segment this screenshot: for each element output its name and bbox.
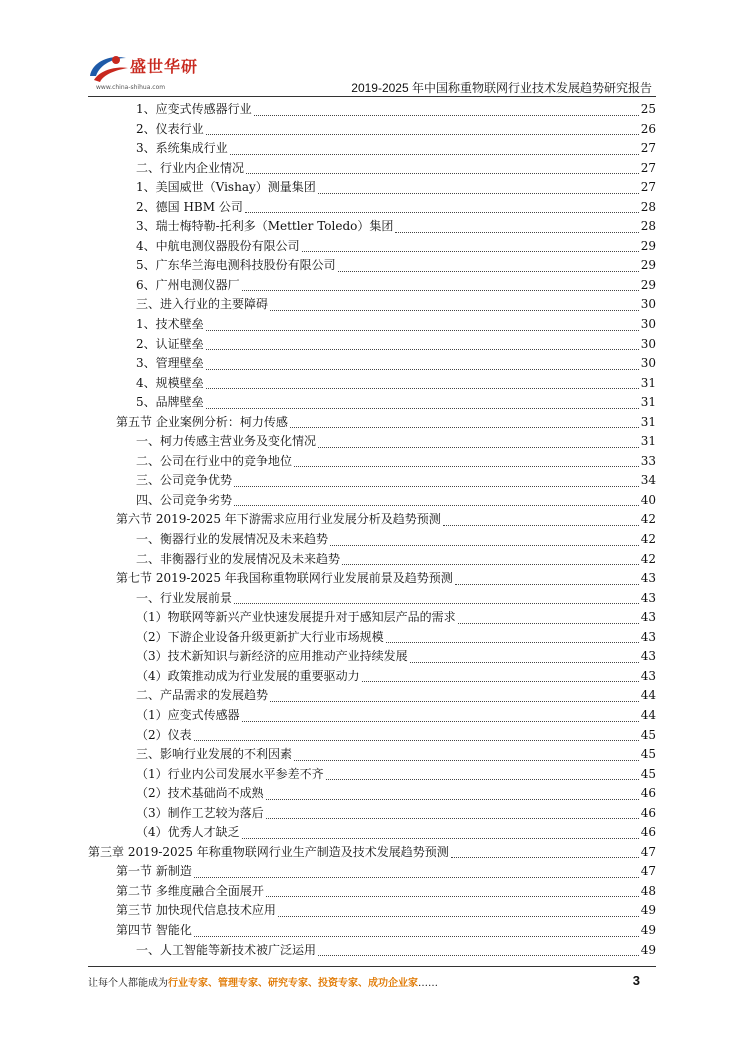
toc-entry-page: 47 — [640, 864, 656, 879]
toc-entry-label: 5、广东华兰海电测科技股份有限公司 — [136, 258, 336, 273]
logo-swoosh-icon — [86, 50, 130, 86]
toc-entry[interactable] — [88, 823, 656, 843]
toc-entry-label: 4、规模壁垒 — [136, 375, 204, 390]
toc-entry[interactable] — [88, 237, 656, 257]
toc-entry-page: 43 — [640, 649, 656, 664]
toc-entry-label: 2、德国 HBM 公司 — [136, 199, 243, 214]
toc-entry[interactable] — [88, 901, 656, 921]
toc-entry-page: 45 — [640, 766, 656, 781]
toc-entry[interactable] — [88, 217, 656, 237]
toc-entry-page: 42 — [640, 532, 656, 547]
toc-entry-page: 30 — [640, 317, 656, 332]
toc-entry-label: 2、认证壁垒 — [136, 336, 204, 351]
toc-leader-dots — [254, 115, 639, 116]
toc-entry[interactable] — [88, 608, 656, 628]
toc-entry-label: 一、人工智能等新技术被广泛运用 — [136, 942, 317, 957]
toc-entry-label: （2）下游企业设备升级更新扩大行业市场规模 — [136, 629, 384, 644]
toc-entry[interactable] — [88, 471, 656, 491]
toc-leader-dots — [318, 447, 639, 448]
toc-entry[interactable] — [88, 198, 656, 218]
toc-leader-dots — [395, 232, 638, 233]
toc-entry-page: 44 — [640, 707, 656, 722]
toc-entry-label: 6、广州电测仪器厂 — [136, 277, 240, 292]
toc-leader-dots — [362, 681, 639, 682]
footer-sep-3: 、 — [308, 978, 318, 989]
toc-entry-page: 28 — [640, 199, 656, 214]
toc-entry-page: 26 — [640, 121, 656, 136]
footer-slogan — [88, 974, 656, 989]
toc-entry[interactable] — [88, 393, 656, 413]
toc-entry-page: 46 — [640, 805, 656, 820]
toc-entry-label: 第一节 新制造 — [116, 864, 192, 879]
toc-entry-label: 第二节 多维度融合全面展开 — [116, 883, 264, 898]
toc-leader-dots — [270, 701, 639, 702]
toc-entry-page: 31 — [640, 434, 656, 449]
toc-leader-dots — [294, 466, 639, 467]
footer-sep-4: 、 — [358, 978, 368, 989]
toc-entry-label: 第七节 2019-2025 年我国称重物联网行业发展前景及趋势预测 — [116, 571, 453, 586]
toc-entry-page: 29 — [640, 277, 656, 292]
toc-entry-label: 1、美国威世（Vishay）测量集团 — [136, 180, 316, 195]
toc-leader-dots — [455, 584, 639, 585]
toc-entry-label: （3）制作工艺较为落后 — [136, 805, 264, 820]
toc-leader-dots — [206, 330, 639, 331]
toc-entry[interactable] — [88, 647, 656, 667]
toc-leader-dots — [294, 760, 639, 761]
toc-entry-page: 43 — [640, 629, 656, 644]
toc-entry-page: 27 — [640, 180, 656, 195]
toc-entry-page: 31 — [640, 395, 656, 410]
footer-suffix: …… — [418, 978, 438, 989]
toc-entry-page: 46 — [640, 825, 656, 840]
toc-entry[interactable] — [88, 335, 656, 355]
footer-role-5: 成功企业家 — [368, 978, 418, 989]
toc-entry-label: 3、瑞士梅特勒-托利多（Mettler Toledo）集团 — [136, 219, 394, 234]
toc-entry[interactable] — [88, 491, 656, 511]
toc-entry-label: 2、仪表行业 — [136, 121, 204, 136]
toc-leader-dots — [206, 349, 639, 350]
footer-role-3: 研究专家 — [268, 978, 308, 989]
toc-entry[interactable] — [88, 706, 656, 726]
toc-entry-page: 43 — [640, 668, 656, 683]
toc-leader-dots — [386, 642, 639, 643]
toc-leader-dots — [194, 740, 639, 741]
toc-entry-label: （2）技术基础尚不成熟 — [136, 786, 264, 801]
toc-entry-page: 34 — [640, 473, 656, 488]
toc-entry[interactable] — [88, 100, 656, 120]
toc-entry-page: 25 — [640, 102, 656, 116]
toc-leader-dots — [342, 564, 639, 565]
toc-entry-page: 28 — [640, 219, 656, 234]
report-title: 2019-2025 年中国称重物联网行业技术发展趋势研究报告 — [351, 81, 652, 95]
toc-entry-label: 二、非衡器行业的发展情况及未来趋势 — [136, 551, 341, 566]
toc-entry-label: （2）仪表 — [136, 727, 192, 742]
toc-entry-page: 43 — [640, 610, 656, 625]
toc-entry-label: 二、产品需求的发展趋势 — [136, 688, 269, 703]
toc-leader-dots — [206, 388, 639, 389]
toc-entry-page: 29 — [640, 258, 656, 273]
toc-leader-dots — [266, 818, 639, 819]
toc-entry-label: 二、公司在行业中的竞争地位 — [136, 453, 293, 468]
toc-entry-label: （1）行业内公司发展水平参差不齐 — [136, 766, 324, 781]
toc-entry-label: 三、公司竞争优势 — [136, 473, 233, 488]
footer-prefix: 让每个人都能成为 — [88, 978, 168, 989]
toc-entry[interactable] — [88, 374, 656, 394]
toc-entry[interactable] — [88, 804, 656, 824]
toc-leader-dots — [246, 173, 639, 174]
toc-entry[interactable] — [88, 765, 656, 785]
toc-entry[interactable] — [88, 413, 656, 433]
footer-sep-1: 、 — [208, 978, 218, 989]
toc-entry-page: 43 — [640, 571, 656, 586]
toc-leader-dots — [451, 857, 639, 858]
company-logo — [80, 46, 210, 96]
toc-entry-page: 43 — [640, 590, 656, 605]
toc-entry-label: 一、行业发展前景 — [136, 590, 233, 605]
toc-leader-dots — [194, 936, 639, 937]
footer-role-4: 投资专家 — [318, 978, 358, 989]
toc-entry-page: 42 — [640, 512, 656, 527]
toc-entry-page: 30 — [640, 297, 656, 312]
toc-entry-label: 3、管理壁垒 — [136, 356, 204, 371]
toc-leader-dots — [266, 799, 639, 800]
toc-entry[interactable] — [88, 178, 656, 198]
toc-entry-label: 4、中航电测仪器股份有限公司 — [136, 238, 300, 253]
toc-entry-label: 一、衡器行业的发展情况及未来趋势 — [136, 532, 329, 547]
logo-text: 盛世华研 — [130, 57, 199, 76]
toc-entry[interactable] — [88, 921, 656, 941]
toc-leader-dots — [302, 251, 639, 252]
toc-entry-label: 三、影响行业发展的不利因素 — [136, 747, 293, 762]
toc-entry[interactable] — [88, 667, 656, 687]
toc-entry-page: 31 — [640, 414, 656, 429]
page-header — [0, 0, 744, 100]
toc-entry-page: 49 — [640, 903, 656, 918]
toc-entry-label: 二、行业内企业情况 — [136, 160, 245, 175]
toc-entry[interactable] — [88, 432, 656, 452]
toc-leader-dots — [338, 271, 639, 272]
logo-url: www.china-shihua.com — [96, 84, 166, 91]
toc-entry-page: 46 — [640, 786, 656, 801]
toc-entry-page: 30 — [640, 356, 656, 371]
toc-entry-label: （4）政策推动成为行业发展的重要驱动力 — [136, 668, 360, 683]
toc-leader-dots — [410, 662, 639, 663]
toc-entry-label: 第三章 2019-2025 年称重物联网行业生产制造及技术发展趋势预测 — [88, 844, 449, 859]
toc-leader-dots — [330, 545, 639, 546]
toc-entry[interactable] — [88, 941, 656, 961]
toc-entry[interactable] — [88, 120, 656, 140]
toc-entry-label: （1）应变式传感器 — [136, 707, 240, 722]
toc-entry-label: 三、进入行业的主要障碍 — [136, 297, 269, 312]
toc-leader-dots — [242, 290, 639, 291]
toc-leader-dots — [270, 310, 639, 311]
toc-entry-page: 47 — [640, 844, 656, 859]
toc-entry[interactable] — [88, 784, 656, 804]
table-of-contents — [88, 100, 656, 960]
toc-entry[interactable] — [88, 276, 656, 296]
toc-entry[interactable] — [88, 510, 656, 530]
toc-leader-dots — [194, 877, 639, 878]
toc-entry[interactable] — [88, 686, 656, 706]
footer-role-2: 管理专家 — [218, 978, 258, 989]
footer-divider — [88, 966, 656, 967]
toc-leader-dots — [318, 955, 639, 956]
toc-leader-dots — [230, 154, 639, 155]
toc-entry-label: 1、技术壁垒 — [136, 317, 204, 332]
toc-leader-dots — [242, 721, 639, 722]
toc-leader-dots — [206, 134, 639, 135]
toc-entry[interactable] — [88, 550, 656, 570]
toc-entry-page: 48 — [640, 883, 656, 898]
toc-entry[interactable] — [88, 295, 656, 315]
toc-entry[interactable] — [88, 745, 656, 765]
toc-entry-label: （4）优秀人才缺乏 — [136, 825, 240, 840]
toc-leader-dots — [266, 896, 639, 897]
toc-entry-label: 1、应变式传感器行业 — [136, 102, 252, 116]
toc-entry-page: 31 — [640, 375, 656, 390]
toc-entry-page: 45 — [640, 727, 656, 742]
toc-entry[interactable] — [88, 843, 656, 863]
toc-leader-dots — [290, 427, 639, 428]
toc-entry[interactable] — [88, 256, 656, 276]
toc-entry-page: 27 — [640, 160, 656, 175]
toc-leader-dots — [443, 525, 639, 526]
header-divider — [88, 96, 656, 97]
toc-entry-label: （1）物联网等新兴产业快速发展提升对于感知层产品的需求 — [136, 610, 456, 625]
toc-leader-dots — [234, 603, 639, 604]
toc-entry-page: 29 — [640, 238, 656, 253]
toc-entry-label: 一、柯力传感主营业务及变化情况 — [136, 434, 317, 449]
toc-entry-label: 第五节 企业案例分析：柯力传感 — [116, 414, 288, 429]
toc-entry[interactable] — [88, 862, 656, 882]
toc-leader-dots — [234, 486, 639, 487]
toc-entry-label: 第四节 智能化 — [116, 922, 192, 937]
page-number: 3 — [632, 973, 640, 988]
toc-entry[interactable] — [88, 882, 656, 902]
footer-role-1: 行业专家 — [168, 978, 208, 989]
toc-entry[interactable] — [88, 530, 656, 550]
toc-entry-page: 27 — [640, 141, 656, 156]
toc-leader-dots — [242, 838, 639, 839]
toc-entry-label: （3）技术新知识与新经济的应用推动产业持续发展 — [136, 649, 408, 664]
toc-leader-dots — [234, 505, 639, 506]
toc-entry-label: 第六节 2019-2025 年下游需求应用行业发展分析及趋势预测 — [116, 512, 441, 527]
toc-entry-page: 49 — [640, 942, 656, 957]
toc-entry[interactable] — [88, 628, 656, 648]
toc-entry-label: 5、品牌壁垒 — [136, 395, 204, 410]
toc-entry-page: 40 — [640, 492, 656, 507]
toc-entry-page: 45 — [640, 747, 656, 762]
toc-entry-label: 第三节 加快现代信息技术应用 — [116, 903, 276, 918]
toc-entry[interactable] — [88, 354, 656, 374]
toc-entry[interactable] — [88, 315, 656, 335]
toc-leader-dots — [318, 193, 639, 194]
toc-entry[interactable] — [88, 589, 656, 609]
toc-leader-dots — [206, 408, 639, 409]
toc-entry[interactable] — [88, 569, 656, 589]
toc-entry-page: 49 — [640, 922, 656, 937]
toc-leader-dots — [278, 916, 639, 917]
toc-entry-label: 四、公司竞争劣势 — [136, 492, 233, 507]
toc-entry[interactable] — [88, 159, 656, 179]
toc-leader-dots — [245, 212, 639, 213]
toc-leader-dots — [206, 369, 639, 370]
toc-entry-page: 44 — [640, 688, 656, 703]
toc-entry[interactable] — [88, 726, 656, 746]
toc-entry[interactable] — [88, 139, 656, 159]
toc-entry-label: 3、系统集成行业 — [136, 141, 228, 156]
toc-entry-page: 33 — [640, 453, 656, 468]
footer-sep-2: 、 — [258, 978, 268, 989]
toc-leader-dots — [326, 779, 639, 780]
toc-entry[interactable] — [88, 452, 656, 472]
toc-entry-page: 30 — [640, 336, 656, 351]
toc-leader-dots — [458, 623, 639, 624]
toc-entry-page: 42 — [640, 551, 656, 566]
